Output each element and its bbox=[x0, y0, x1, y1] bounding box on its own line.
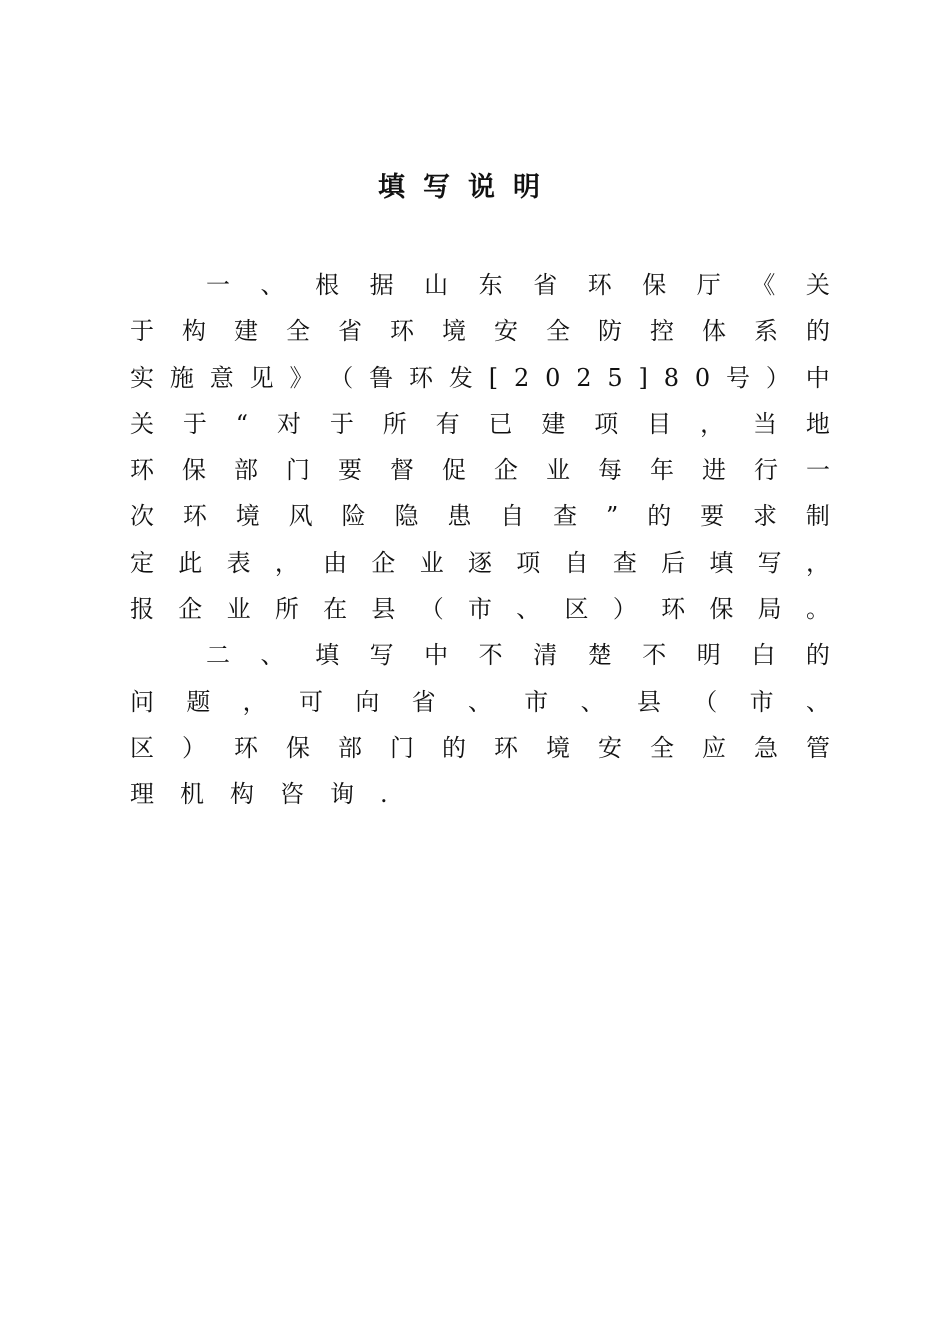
text-glyph: 已 bbox=[488, 409, 513, 438]
text-glyph: 写 bbox=[369, 641, 394, 670]
text-glyph: 市 bbox=[749, 687, 774, 716]
text-glyph: 目 bbox=[647, 409, 672, 438]
text-glyph: 》 bbox=[289, 363, 314, 392]
text-glyph: 门 bbox=[390, 733, 414, 762]
text-glyph: 0 bbox=[694, 363, 711, 392]
text-glyph: 、 bbox=[260, 271, 285, 299]
text-glyph: 每 bbox=[598, 456, 622, 485]
text-glyph: 问 bbox=[130, 687, 154, 716]
text-glyph: 鲁 bbox=[369, 363, 394, 392]
text-glyph: 《 bbox=[751, 271, 776, 299]
text-glyph: 县 bbox=[371, 595, 396, 624]
text-glyph: 年 bbox=[650, 456, 674, 485]
text-glyph: ， bbox=[805, 548, 830, 577]
text-glyph: 企 bbox=[371, 548, 396, 577]
text-glyph: ） bbox=[765, 363, 790, 392]
text-glyph: 业 bbox=[226, 595, 251, 624]
text-glyph: 的 bbox=[647, 502, 672, 531]
text-glyph: 次 bbox=[130, 502, 154, 531]
text-glyph: 患 bbox=[447, 502, 472, 531]
text-glyph: 的 bbox=[442, 733, 466, 762]
text-glyph: 逐 bbox=[467, 548, 492, 577]
text-glyph: 2 bbox=[513, 363, 530, 392]
text-glyph: 2 bbox=[576, 363, 592, 392]
text-glyph: 、 bbox=[260, 641, 285, 670]
text-glyph: 企 bbox=[178, 595, 203, 624]
text-glyph: 环 bbox=[234, 733, 258, 762]
text-glyph: （ bbox=[693, 687, 718, 716]
text-glyph: 建 bbox=[541, 409, 566, 438]
text-glyph: 意 bbox=[209, 363, 234, 392]
text-glyph: 不 bbox=[478, 641, 503, 670]
text-glyph: 查 bbox=[612, 548, 637, 577]
text-glyph: 8 bbox=[663, 363, 680, 392]
text-glyph: 急 bbox=[754, 733, 778, 762]
text-glyph: ” bbox=[606, 502, 619, 531]
text-glyph: 白 bbox=[751, 641, 776, 670]
text-glyph: 业 bbox=[546, 456, 570, 485]
text-glyph: 构 bbox=[182, 317, 206, 346]
text-glyph: 于 bbox=[329, 409, 354, 438]
text-glyph: 管 bbox=[806, 733, 830, 762]
text-glyph: 见 bbox=[249, 363, 274, 392]
text-glyph: 要 bbox=[700, 502, 725, 531]
text-glyph: 不 bbox=[642, 641, 667, 670]
text-glyph: 、 bbox=[580, 687, 605, 716]
text-glyph: “ bbox=[235, 409, 249, 438]
text-glyph: 省 bbox=[533, 271, 558, 299]
paragraph-line bbox=[130, 632, 830, 678]
text-glyph: 、 bbox=[805, 687, 830, 716]
text-glyph: 县 bbox=[636, 687, 661, 716]
text-glyph: 全 bbox=[286, 317, 310, 346]
text-glyph: 督 bbox=[390, 456, 414, 485]
text-glyph: 、 bbox=[516, 595, 541, 624]
text-glyph: 有 bbox=[435, 409, 460, 438]
text-glyph: 隐 bbox=[394, 502, 419, 531]
text-glyph: 防 bbox=[598, 317, 622, 346]
text-glyph: 的 bbox=[806, 317, 830, 346]
text-glyph: 局 bbox=[757, 595, 782, 624]
text-glyph: 5 bbox=[607, 363, 623, 392]
text-glyph: 保 bbox=[182, 456, 206, 485]
text-glyph: 东 bbox=[478, 271, 503, 299]
text-glyph: 安 bbox=[494, 317, 518, 346]
text-glyph: 环 bbox=[182, 502, 207, 531]
paragraph-line bbox=[130, 308, 830, 354]
text-glyph: 安 bbox=[598, 733, 622, 762]
text-glyph: 报 bbox=[130, 595, 154, 624]
paragraph-line bbox=[130, 540, 830, 586]
text-glyph: 系 bbox=[754, 317, 778, 346]
text-glyph: 境 bbox=[442, 317, 466, 346]
text-glyph: 省 bbox=[338, 317, 362, 346]
text-glyph: 环 bbox=[130, 456, 154, 485]
text-glyph: ] bbox=[638, 363, 648, 392]
text-glyph: 询 bbox=[330, 780, 354, 809]
text-glyph: 环 bbox=[409, 363, 434, 392]
text-glyph: 保 bbox=[286, 733, 310, 762]
text-glyph: 求 bbox=[752, 502, 777, 531]
text-glyph: 关 bbox=[805, 271, 830, 299]
text-glyph: 制 bbox=[805, 502, 830, 531]
text-glyph: 地 bbox=[805, 409, 830, 438]
text-glyph: ， bbox=[700, 409, 725, 438]
text-glyph: 施 bbox=[169, 363, 194, 392]
text-glyph: 题 bbox=[186, 687, 211, 716]
text-glyph: 于 bbox=[130, 317, 154, 346]
text-glyph: ， bbox=[242, 687, 267, 716]
text-glyph: 全 bbox=[650, 733, 674, 762]
text-glyph: 自 bbox=[564, 548, 589, 577]
text-glyph: 险 bbox=[341, 502, 366, 531]
text-glyph: 写 bbox=[757, 548, 782, 577]
text-glyph: 一 bbox=[806, 456, 830, 485]
text-glyph: ） bbox=[182, 733, 206, 762]
text-glyph: 环 bbox=[587, 271, 612, 299]
page-title: 填写说明 bbox=[378, 172, 558, 203]
text-glyph: 于 bbox=[182, 409, 207, 438]
text-glyph: 的 bbox=[805, 641, 830, 670]
paragraph-line bbox=[130, 262, 830, 308]
paragraph-line bbox=[130, 493, 830, 539]
text-glyph: 二 bbox=[206, 641, 230, 670]
text-glyph: 部 bbox=[234, 456, 258, 485]
text-glyph: 构 bbox=[230, 780, 254, 809]
text-glyph: 、 bbox=[467, 687, 492, 716]
text-glyph: 所 bbox=[274, 595, 299, 624]
text-glyph: 当 bbox=[752, 409, 777, 438]
text-glyph: 由 bbox=[323, 548, 348, 577]
paragraph-line bbox=[130, 725, 830, 771]
text-glyph: 根 bbox=[315, 271, 340, 299]
text-glyph: 楚 bbox=[587, 641, 612, 670]
paragraph-line bbox=[130, 447, 830, 493]
text-glyph: （ bbox=[329, 363, 354, 392]
paragraph-line bbox=[130, 679, 830, 725]
text-glyph: 项 bbox=[516, 548, 541, 577]
text-glyph: 风 bbox=[288, 502, 313, 531]
text-glyph: （ bbox=[419, 595, 444, 624]
text-glyph: 表 bbox=[226, 548, 251, 577]
instructions-body bbox=[130, 262, 830, 818]
text-glyph: 行 bbox=[754, 456, 778, 485]
text-glyph: 0 bbox=[545, 363, 561, 392]
text-glyph: 区 bbox=[130, 733, 154, 762]
text-glyph: [ bbox=[488, 363, 499, 392]
paragraph-line bbox=[130, 401, 830, 447]
text-glyph: 咨 bbox=[280, 780, 304, 809]
text-glyph: 全 bbox=[546, 317, 570, 346]
text-glyph: 山 bbox=[424, 271, 449, 299]
text-glyph: 环 bbox=[661, 595, 686, 624]
text-glyph: 要 bbox=[338, 456, 362, 485]
text-glyph: 填 bbox=[315, 641, 340, 670]
text-glyph: ， bbox=[274, 548, 299, 577]
text-glyph: 促 bbox=[442, 456, 466, 485]
paragraph-line bbox=[130, 771, 830, 817]
text-glyph: 明 bbox=[696, 641, 721, 670]
text-glyph: 一 bbox=[206, 271, 230, 299]
text-glyph: 境 bbox=[235, 502, 260, 531]
text-glyph: 环 bbox=[494, 733, 518, 762]
paragraph-line bbox=[130, 355, 830, 401]
text-glyph: 控 bbox=[650, 317, 674, 346]
text-glyph: 中 bbox=[424, 641, 449, 670]
text-glyph: 发 bbox=[448, 363, 473, 392]
text-glyph: 保 bbox=[642, 271, 667, 299]
text-glyph: 机 bbox=[180, 780, 204, 809]
text-glyph: 对 bbox=[276, 409, 301, 438]
text-glyph: . bbox=[380, 780, 388, 809]
text-glyph: 部 bbox=[338, 733, 362, 762]
text-glyph: 自 bbox=[500, 502, 525, 531]
text-glyph: 中 bbox=[805, 363, 830, 392]
text-glyph: 业 bbox=[419, 548, 444, 577]
text-glyph: 进 bbox=[702, 456, 726, 485]
text-glyph: 厅 bbox=[696, 271, 721, 299]
text-glyph: 省 bbox=[411, 687, 436, 716]
text-glyph: 理 bbox=[130, 780, 154, 809]
text-glyph: 企 bbox=[494, 456, 518, 485]
text-glyph: 定 bbox=[130, 548, 154, 577]
text-glyph: 所 bbox=[382, 409, 407, 438]
text-glyph: 填 bbox=[709, 548, 734, 577]
text-glyph: 项 bbox=[594, 409, 619, 438]
text-glyph: 此 bbox=[178, 548, 203, 577]
paragraph-line bbox=[130, 586, 830, 632]
text-glyph: 环 bbox=[390, 317, 414, 346]
text-glyph: 门 bbox=[286, 456, 310, 485]
text-glyph: 境 bbox=[546, 733, 570, 762]
text-glyph: 体 bbox=[702, 317, 726, 346]
text-glyph: 区 bbox=[564, 595, 589, 624]
text-glyph: 据 bbox=[369, 271, 394, 299]
text-glyph: 在 bbox=[323, 595, 348, 624]
text-glyph: 关 bbox=[130, 409, 154, 438]
text-glyph: 。 bbox=[805, 595, 830, 624]
text-glyph: 实 bbox=[130, 363, 154, 392]
text-glyph: 应 bbox=[702, 733, 726, 762]
text-glyph: 向 bbox=[355, 687, 380, 716]
text-glyph: 可 bbox=[298, 687, 323, 716]
text-glyph: 查 bbox=[553, 502, 578, 531]
text-glyph: 号 bbox=[726, 363, 751, 392]
text-glyph: 市 bbox=[524, 687, 549, 716]
text-glyph: 建 bbox=[234, 317, 258, 346]
text-glyph: 清 bbox=[533, 641, 558, 670]
text-glyph: 市 bbox=[467, 595, 492, 624]
text-glyph: 保 bbox=[709, 595, 734, 624]
text-glyph: ） bbox=[612, 595, 637, 624]
text-glyph: 后 bbox=[661, 548, 686, 577]
